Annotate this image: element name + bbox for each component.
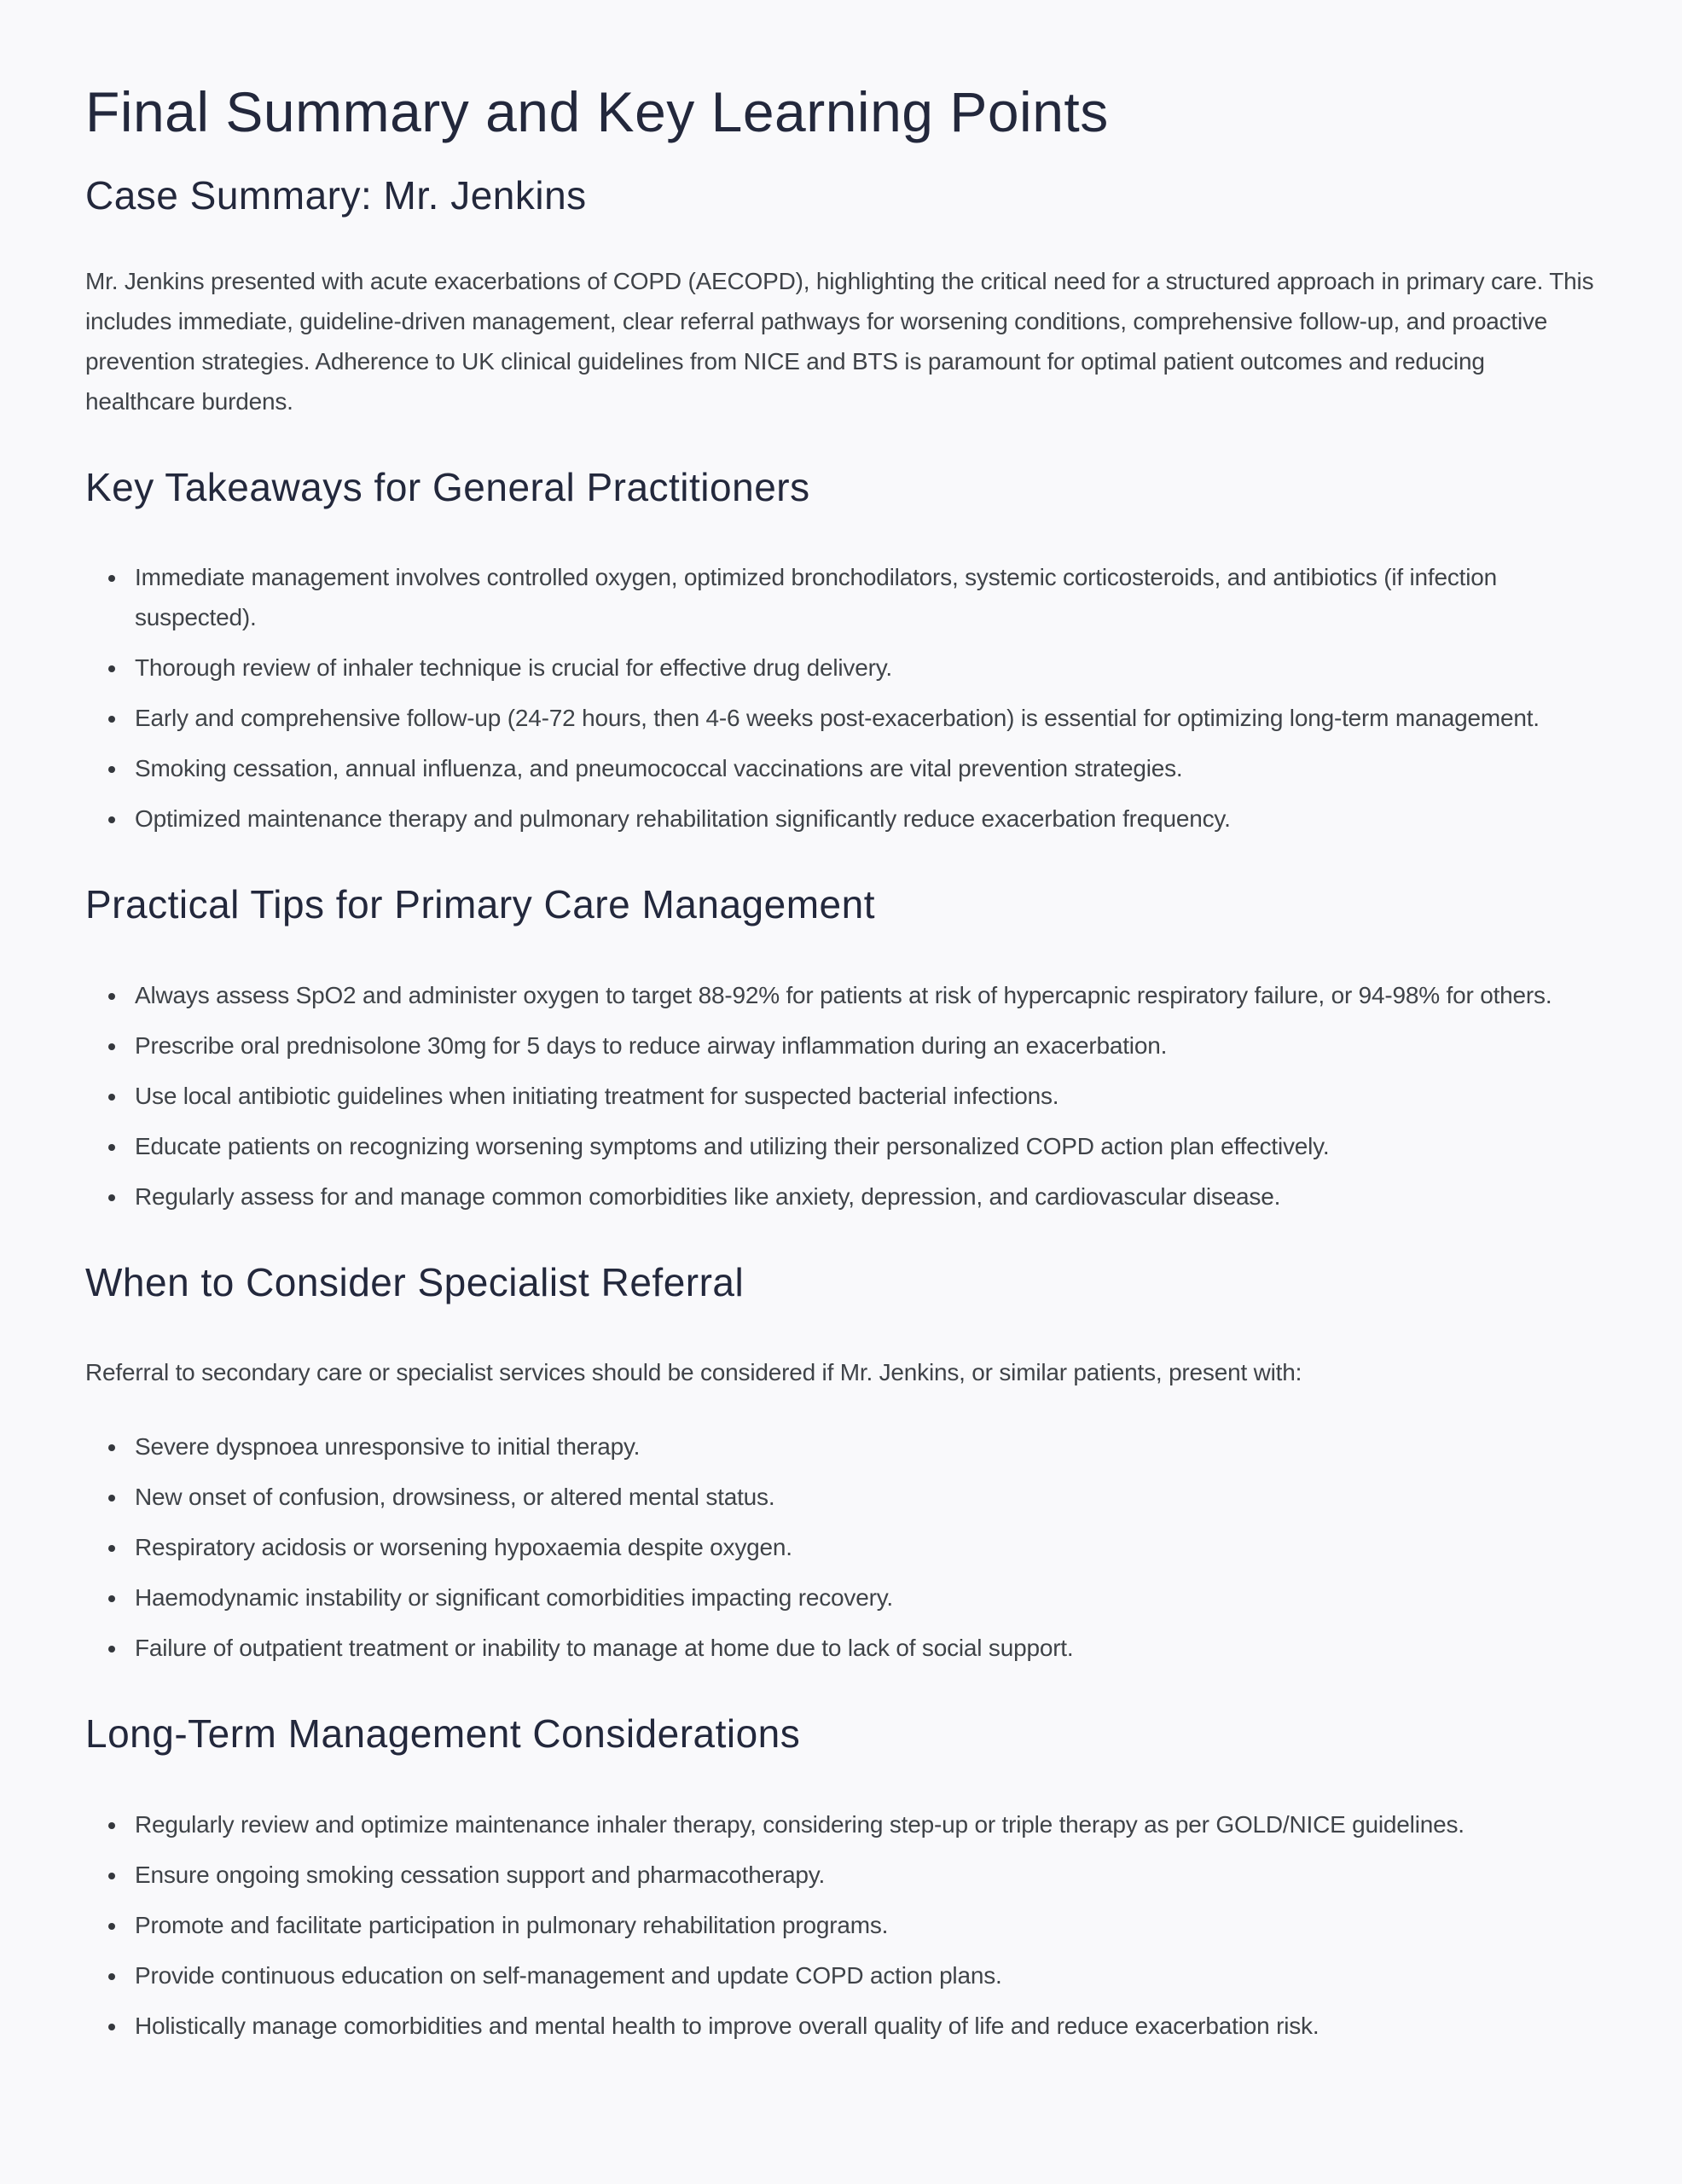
list-item: • Educate patients on recognizing worsening symptoms and utilizing their personalized COPD action plan effectively. [128, 1126, 1597, 1166]
section-key-takeaways [85, 466, 1597, 839]
section-long-term-management [85, 1712, 1597, 2046]
list-item: • Haemodynamic instability or significant comorbidities impacting recovery. [128, 1577, 1597, 1618]
list-item: • Thorough review of inhaler technique is crucial for effective drug delivery. [128, 648, 1597, 688]
list-item: • Early and comprehensive follow-up (24-72 hours, then 4-6 weeks post-exacerbation) is essential for optimizing long-term management. [128, 698, 1597, 738]
list-item: • New onset of confusion, drowsiness, or altered mental status. [128, 1477, 1597, 1517]
list-item: • Ensure ongoing smoking cessation support and pharmacotherapy. [128, 1855, 1597, 1895]
list-item: • Regularly review and optimize maintenance inhaler therapy, considering step-up or triple therapy as per GOLD/NICE guidelines. [128, 1804, 1597, 1844]
case-summary-heading: Case Summary: Mr. Jenkins [85, 173, 587, 218]
page-title: Final Summary and Key Learning Points [85, 80, 1109, 143]
list-item: • Use local antibiotic guidelines when initiating treatment for suspected bacterial infections. [128, 1076, 1597, 1116]
section-heading-key-takeaways: Key Takeaways for General Practitioners [85, 464, 810, 509]
list-item: • Smoking cessation, annual influenza, and pneumococcal vaccinations are vital prevention strategies. [128, 748, 1597, 788]
list-item: • Failure of outpatient treatment or inability to manage at home due to lack of social support. [128, 1628, 1597, 1668]
specialist-referral-list [85, 1426, 1597, 1668]
case-summary-paragraph: Mr. Jenkins presented with acute exacerbations of COPD (AECOPD), highlighting the critical need for a structured approach in primary care. This includes immediate, guideline-driven management, clear referral pathways for worsening conditions, comprehensive follow-up, and proactive prevention strategies. Adherence to UK clinical guidelines from NICE and BTS is paramount for optimal patient outcomes and reducing healthcare burdens. [85, 267, 1594, 415]
list-item: • Severe dyspnoea unresponsive to initial therapy. [128, 1426, 1597, 1467]
list-item: • Provide continuous education on self-management and update COPD action plans. [128, 1955, 1597, 1995]
list-item: • Prescribe oral prednisolone 30mg for 5 days to reduce airway inflammation during an exacerbation. [128, 1025, 1597, 1066]
list-item: • Promote and facilitate participation in pulmonary rehabilitation programs. [128, 1905, 1597, 1945]
long-term-management-list [85, 1804, 1597, 2046]
list-item: • Holistically manage comorbidities and mental health to improve overall quality of life and reduce exacerbation risk. [128, 2006, 1597, 2046]
section-heading-long-term-management: Long-Term Management Considerations [85, 1711, 801, 1757]
list-item: • Immediate management involves controlled oxygen, optimized bronchodilators, systemic corticosteroids, and antibiotics (if infection suspected). [128, 557, 1597, 637]
section-heading-specialist-referral: When to Consider Specialist Referral [85, 1259, 745, 1304]
section-heading-practical-tips: Practical Tips for Primary Care Management [85, 882, 875, 927]
list-item: • Regularly assess for and manage common comorbidities like anxiety, depression, and cardiovascular disease. [128, 1176, 1597, 1217]
section-specialist-referral [85, 1261, 1597, 1669]
specialist-referral-intro: Referral to secondary care or specialist services should be considered if Mr. Jenkins, or similar patients, present with: [85, 1359, 1302, 1386]
key-takeaways-list [85, 557, 1597, 839]
practical-tips-list [85, 975, 1597, 1217]
section-practical-tips [85, 883, 1597, 1217]
list-item: • Always assess SpO2 and administer oxygen to target 88-92% for patients at risk of hypercapnic respiratory failure, or 94-98% for others. [128, 975, 1597, 1015]
list-item: • Respiratory acidosis or worsening hypoxaemia despite oxygen. [128, 1527, 1597, 1567]
list-item: • Optimized maintenance therapy and pulmonary rehabilitation significantly reduce exacerbation frequency. [128, 799, 1597, 839]
